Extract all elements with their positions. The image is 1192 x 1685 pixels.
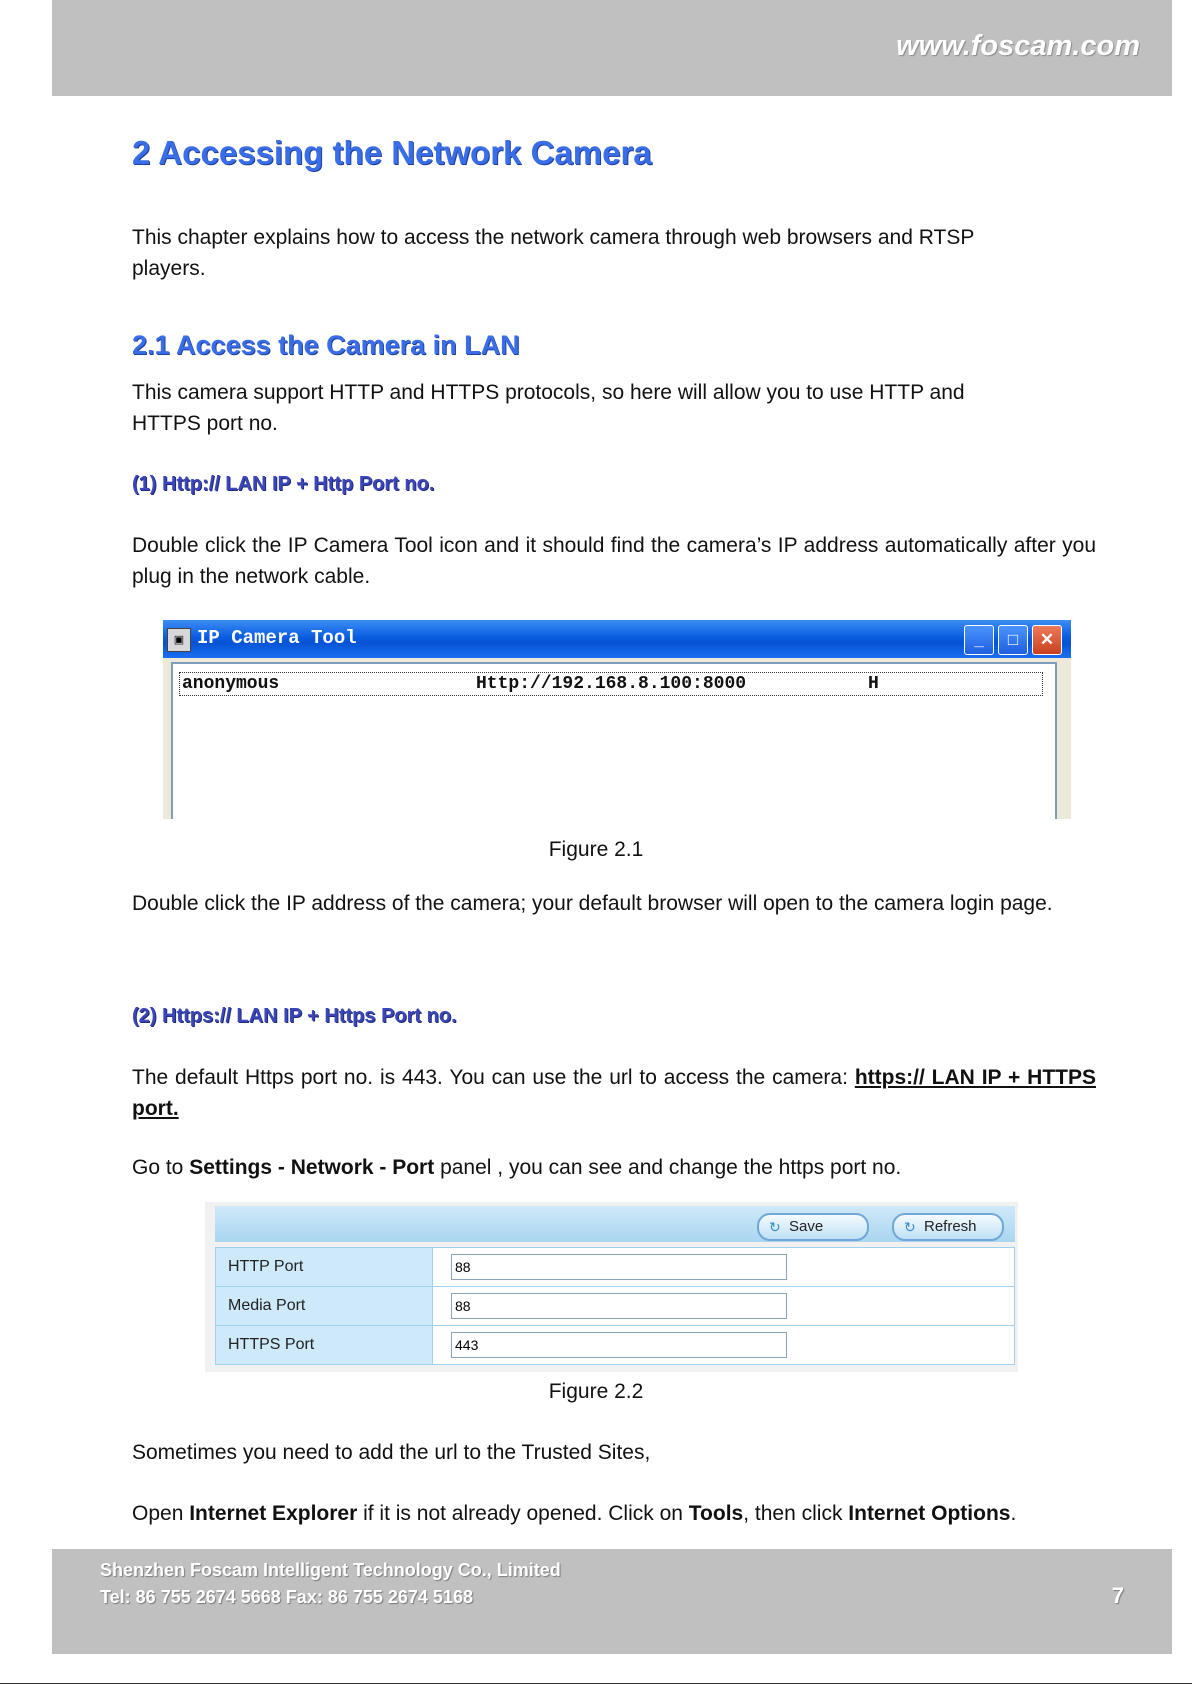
open-ie-p2: if it is not already opened. Click on <box>357 1502 689 1525</box>
goto-path: Settings - Network - Port <box>189 1156 435 1179</box>
internet-explorer-bold: Internet Explorer <box>189 1502 358 1525</box>
header-band <box>52 0 1172 96</box>
save-button[interactable] <box>757 1213 869 1241</box>
ip-camera-tool-window <box>163 620 1071 819</box>
goto-post: panel , you can see and change the https port no. <box>434 1156 902 1179</box>
camera-address[interactable]: Http://192.168.8.100:8000 <box>476 674 747 694</box>
maximize-button[interactable]: □ <box>998 625 1028 655</box>
footer-contact: Tel: 86 755 2674 5668 Fax: 86 755 2674 5168 <box>100 1587 473 1607</box>
app-icon: ▣ <box>167 628 191 652</box>
after-figure-1-text: Double click the IP address of the camera; your default browser will open to the camera login page. <box>132 892 1053 915</box>
port-settings-panel <box>205 1202 1018 1372</box>
http-port-label: HTTP Port <box>216 1248 433 1287</box>
refresh-button[interactable] <box>892 1213 1004 1241</box>
save-button-label: Save <box>789 1218 824 1235</box>
refresh-button-label: Refresh <box>924 1218 977 1235</box>
goto-instruction <box>132 1152 1096 1183</box>
intro-line-1: This chapter explains how to access the network camera through web browsers and RTSP <box>132 226 975 249</box>
subsection-http-text: Double click the IP Camera Tool icon and it should find the camera’s IP address automatically after you plug in the network cable. <box>132 534 1096 588</box>
subsection-https-text <box>132 1062 1096 1124</box>
camera-list-row[interactable] <box>179 672 1043 696</box>
camera-name: anonymous <box>182 674 280 694</box>
trusted-sites-text: Sometimes you need to add the url to the Trusted Sites, <box>132 1441 651 1464</box>
http-port-input[interactable]: 88 <box>451 1254 787 1280</box>
section-paragraph <box>132 377 1096 439</box>
port-table <box>215 1247 1015 1365</box>
bottom-rule <box>0 1683 1192 1684</box>
open-ie-p3: , then click <box>743 1502 849 1525</box>
chapter-title: 2 Accessing the Network Camera <box>132 134 652 171</box>
table-row <box>216 1326 1015 1365</box>
window-title-bar[interactable] <box>163 620 1071 658</box>
media-port-input[interactable]: 88 <box>451 1293 787 1319</box>
https-port-input[interactable]: 443 <box>451 1332 787 1358</box>
figure-1-caption: Figure 2.1 <box>548 838 644 861</box>
header-url: www.foscam.com <box>896 30 1140 62</box>
https-text-plain: The default Https port no. is 443. You can use the url to access the camera: <box>132 1066 855 1089</box>
internet-options-bold: Internet Options <box>848 1502 1011 1525</box>
open-ie-p1: Open <box>132 1502 190 1525</box>
minimize-button[interactable]: _ <box>964 625 994 655</box>
panel-toolbar <box>215 1206 1015 1242</box>
page-number: 7 <box>1111 1583 1124 1608</box>
goto-pre: Go to <box>132 1156 190 1179</box>
camera-flag: H <box>868 674 879 694</box>
table-row <box>216 1287 1015 1326</box>
close-button[interactable]: ✕ <box>1032 625 1062 655</box>
media-port-label: Media Port <box>216 1287 433 1326</box>
refresh-icon: ↻ <box>769 1219 781 1235</box>
refresh-icon: ↻ <box>904 1219 916 1235</box>
section-title: 2.1 Access the Camera in LAN <box>132 330 520 360</box>
open-ie-p4: . <box>1010 1502 1017 1525</box>
intro-paragraph <box>132 222 1096 284</box>
window-title: IP Camera Tool <box>197 627 357 649</box>
tools-bold: Tools <box>688 1502 744 1525</box>
section-line-2: HTTPS port no. <box>132 412 278 435</box>
figure-2-caption: Figure 2.2 <box>548 1380 644 1403</box>
https-url-bold: https:// LAN IP + HTTPS port. <box>132 1066 1096 1120</box>
intro-line-2: players. <box>132 257 206 280</box>
subsection-http-title: (1) Http:// LAN IP + Http Port no. <box>132 473 435 495</box>
camera-list <box>171 662 1057 819</box>
table-row <box>216 1248 1015 1287</box>
subsection-https-title: (2) Https:// LAN IP + Https Port no. <box>132 1005 457 1027</box>
open-ie-instruction <box>132 1498 1096 1529</box>
footer-company: Shenzhen Foscam Intelligent Technology Co., Limited <box>100 1560 561 1580</box>
section-line-1: This camera support HTTP and HTTPS protocols, so here will allow you to use HTTP and <box>132 381 965 404</box>
https-port-label: HTTPS Port <box>216 1326 433 1365</box>
